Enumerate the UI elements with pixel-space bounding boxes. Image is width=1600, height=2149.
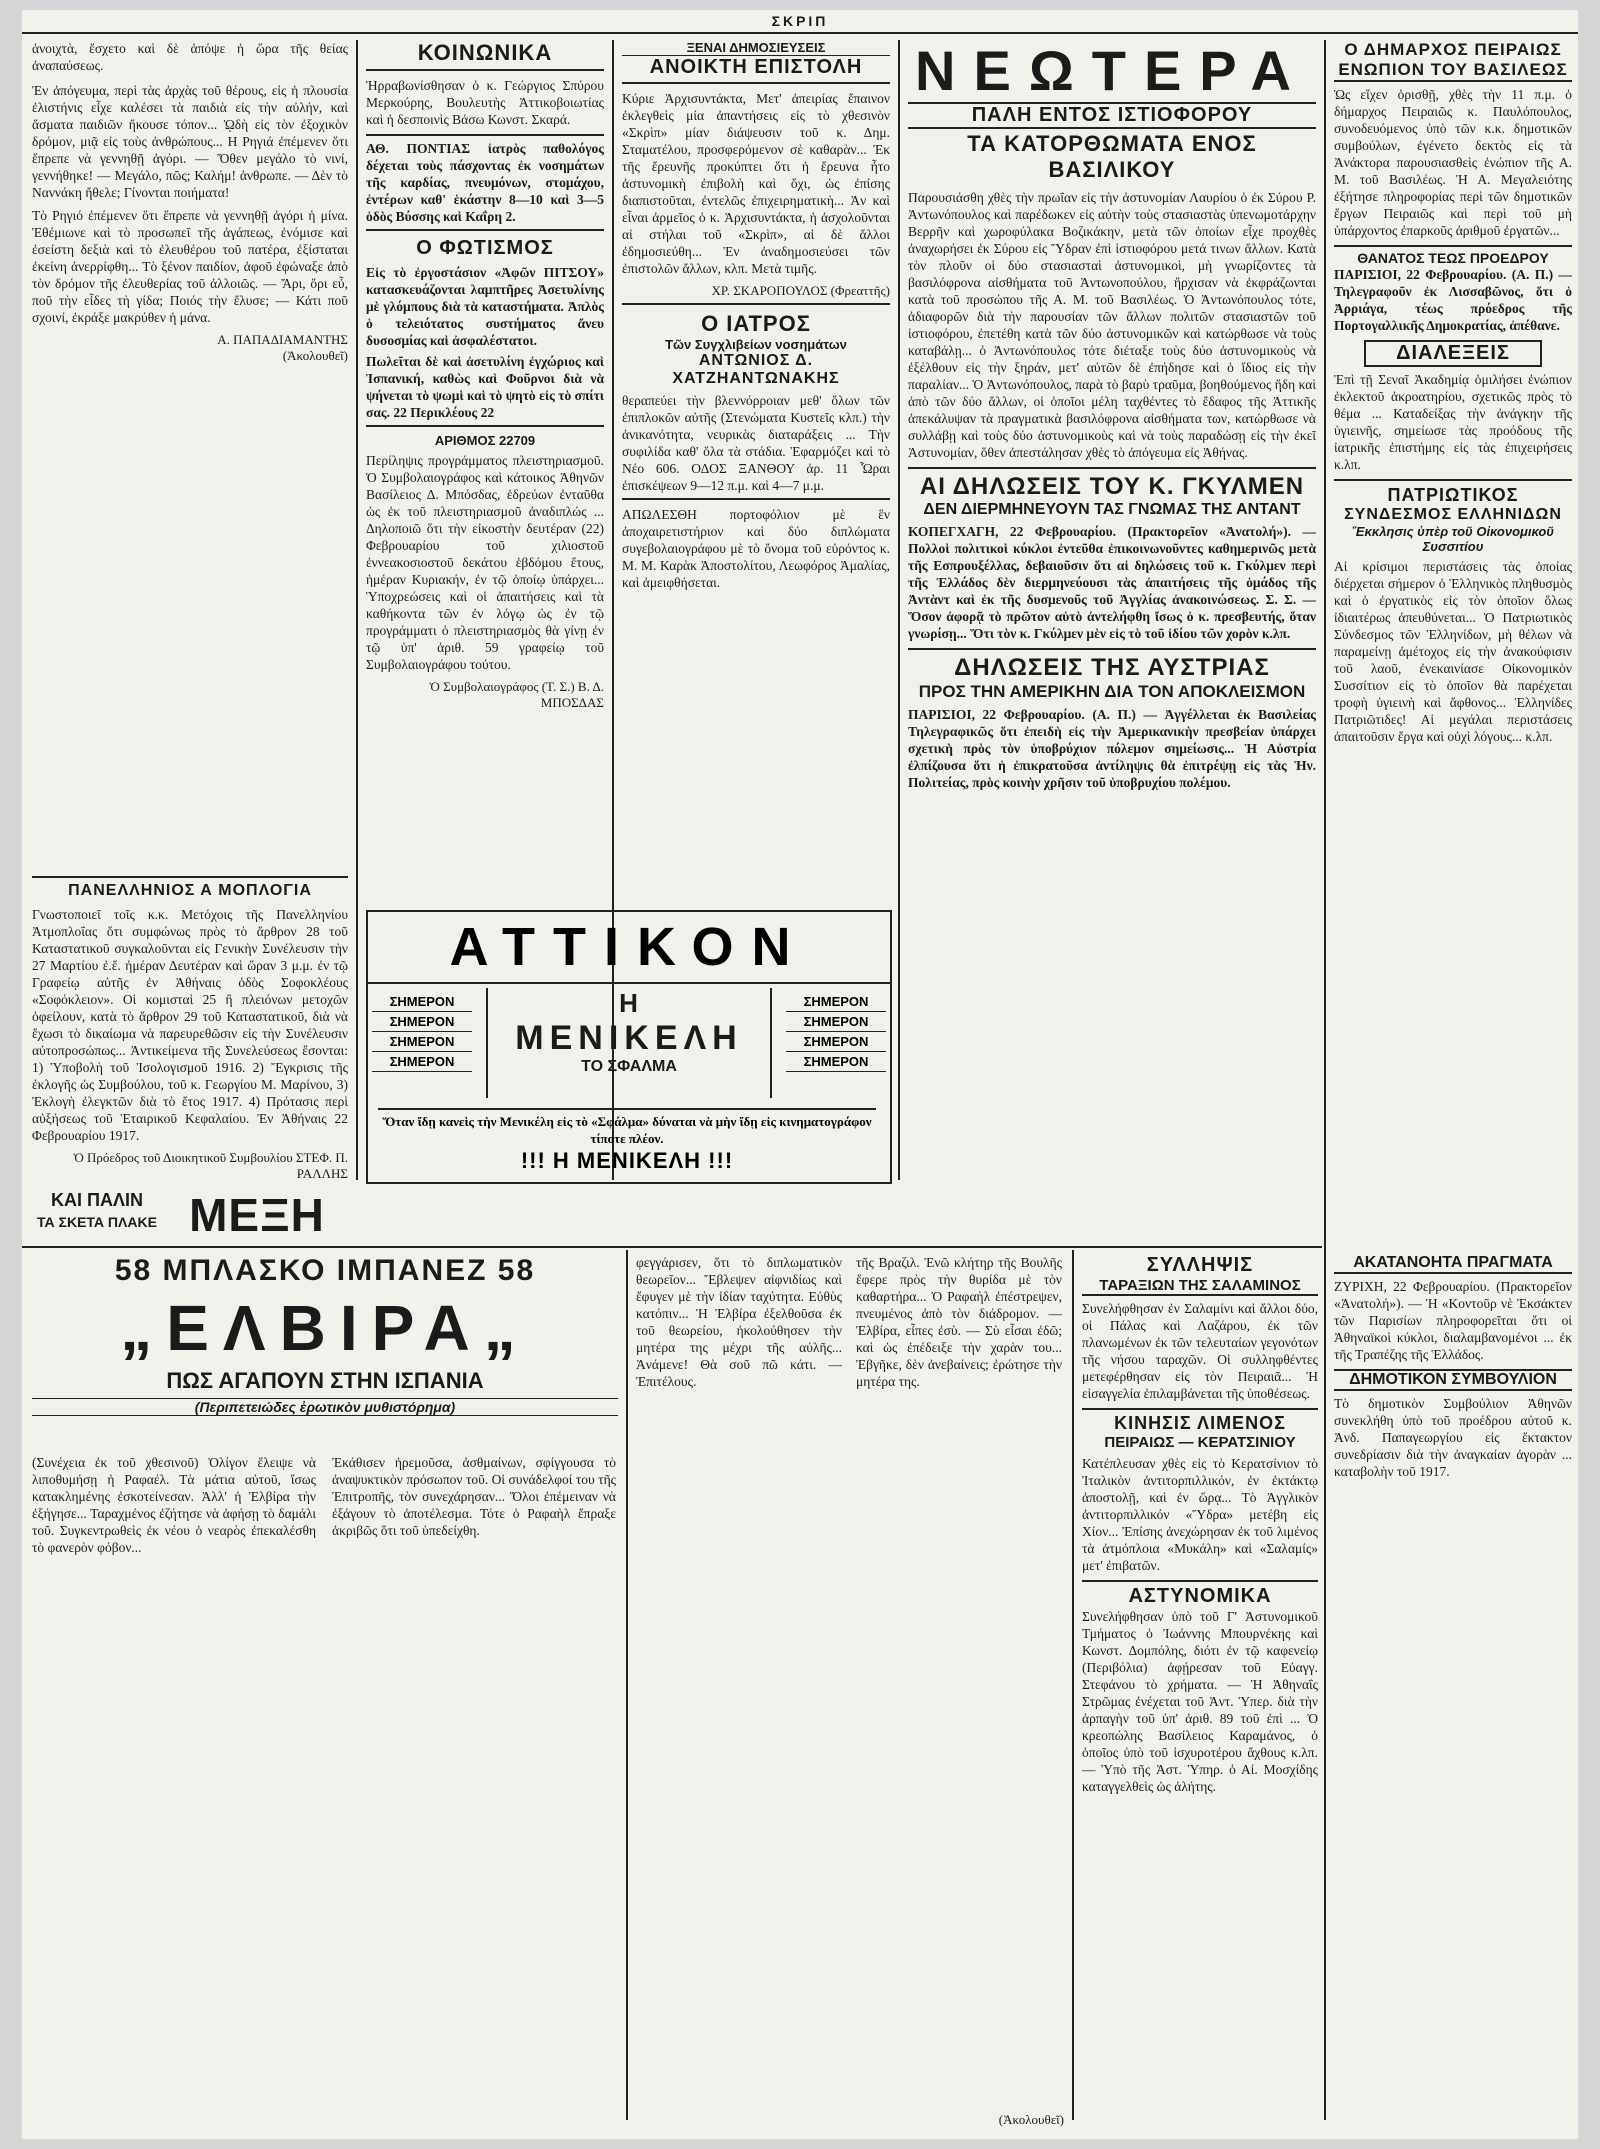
arrest-heading: ΣΥΛΛΗΨΙΣ xyxy=(1146,1254,1254,1276)
lectures-heading: ΔΙΑΛΕΞΕΙΣ xyxy=(1364,340,1542,367)
lost-notice: ΑΠΩΛΕΣΘΗ πορτοφόλιον μὲ ἓν ἀποχαιρετιστήριον καὶ δύο διπλώματα συγεβολαιογράφου μὲ τὸ ὄνομα τοῦ εὑρόντος κ. Μ. Μ. Καρὰκ Ἀποστολίτου, Λεωφόρος Ἀμαλίας, καὶ ἀμειφθήσεται. xyxy=(622,507,890,590)
arrest-sub: ΤΑΡΑΞΙΩΝ ΤΗΣ ΣΑΛΑΜΙΝΟΣ xyxy=(1082,1277,1318,1296)
doctor-body: θεραπεύει τὴν βλεννόρροιαν μεθ' ὅλων τῶν ἐπιπλοκῶν αὐτῆς (Στενώματα Κυστεῖς κλπ.) τὴν ἀνικανότητα, νευρικὰς διαταράξεις ... Τὴν συφιλίδα καθ' ὅλα τὰ στάδια. Ἐφαρμόζει καὶ τὸ Νέο 606. ΟΔΟΣ ΞΑΝΘΟΥ ἀρ. 11 Ὧραι ἐπισκέψεων 9—12 π.μ. καὶ 4—7 μ.μ. xyxy=(622,392,890,500)
column-3 xyxy=(622,40,890,900)
lighting-heading: Ο ΦΩΤΙΣΜΟΣ xyxy=(416,237,554,259)
today-label: ΣΗΜΕΡΟΝ xyxy=(372,1052,472,1072)
column-rule xyxy=(898,40,900,1180)
attikon-right-column xyxy=(786,992,886,1072)
today-label: ΣΗΜΕΡΟΝ xyxy=(372,992,472,1012)
elvira-serial-cont xyxy=(636,1254,1064,2134)
attikon-ad xyxy=(366,910,892,1184)
mexi-small-1: ΚΑΙ ΠΑΛΙΝ xyxy=(50,1190,143,1210)
port-sub: ΠΕΙΡΑΙΩΣ — ΚΕΡΑΤΣΙΝΙΟΥ xyxy=(1104,1434,1296,1451)
foreign-pub-label: ΞΕΝΑΙ ΔΗΜΟΣΙΕΥΣΕΙΣ xyxy=(622,40,890,56)
mexi-ad xyxy=(32,1186,352,1246)
column-1-story xyxy=(32,40,348,870)
mexi-small-2: ΤΑ ΣΚΕΤΑ ΠΛΑΚΕ xyxy=(37,1214,157,1230)
notary-signature: Ὁ Συμβολαιογράφος (Τ. Σ.) Β. Δ. ΜΠΟΣΔΑΣ xyxy=(429,679,604,710)
elvira-tag: (Περιπετειώδες ἐρωτικὸν μυθιστόρημα) xyxy=(32,1398,618,1416)
column-4-lower xyxy=(908,1010,1316,1240)
column-rule xyxy=(626,1250,628,2120)
arrest-body: Συνελήφθησαν ἐν Σαλαμίνι καὶ ἄλλοι δύο, οἱ Πάλας καὶ Λαζάρου, ἐκ τῶν πλανωμένων ἐκ τῶν τελευταίων γεγονότων τῆς νήσου ταραχῶν. Οἱ συλληφθέντες μετεφέρθησαν εἰς τὸν Πειραιᾶ... Ἡ εἰσαγγελία ἐπιλαμβάνεται τῆς ὑποθέσεως. xyxy=(1082,1301,1318,1401)
attikon-left-column xyxy=(372,992,472,1072)
attikon-footer: Ὅταν ἴδῃ κανεὶς τὴν Μενικέλη εἰς τὸ «Σφάλμα» δύναται νὰ μὴν ἴδῃ εἰς κινηματογράφον τίποτε πλέον. xyxy=(378,1108,876,1147)
mayor-heading: Ο ΔΗΜΑΡΧΟΣ ΠΕΙΡΑΙΩΣ xyxy=(1344,40,1562,59)
elvira-serial xyxy=(32,1254,618,2134)
doctor-name: ΑΝΤΩΝΙΟΣ Δ. ΧΑΤΖΗΑΝΤΩΝΑΚΗΣ xyxy=(672,352,840,387)
open-letter-heading: ΑΝΟΙΚΤΗ ΕΠΙΣΤΟΛΗ xyxy=(622,56,890,84)
gylmen-heading: ΑΙ ΔΗΛΩΣΕΙΣ ΤΟΥ Κ. ΓΚΥΛΜΕΝ xyxy=(908,467,1316,501)
patriotic-body: Αἱ κρίσιμοι περιστάσεις τὰς ὁποίας διέρχεται σήμερον ὁ Ἑλληνικὸς πληθυσμὸς καὶ ὁ ἐργατικὸς εἰς τὸν ὁποῖον ὅλως ἰδιαιτέρως ἀπευθύνεται... Ὁ Πατριωτικὸς Σύνδεσμος τῶν Ἑλληνίδων, μὴ θέλων νὰ παραμείνῃ ἀμέτοχος εἰς τὴν ἀνακούφισιν τοῦ λαοῦ, ἐνεκαινίασε Οἰκονομικὸν Συσσίτιον εἰς τὸ ὁποῖον θὰ παρέχεται τροφὴ ὑγιεινὴ καὶ ἄφθονος... Ἑλληνίδες Πατριῶτιδες! Αἱ μεγάλαι περιστάσεις ἀπαιτοῦσιν ἔργα καὶ οὐχὶ λόγους... κ.λπ. xyxy=(1334,559,1572,744)
elvira-body-3: φεγγάρισεν, ὅτι τὸ διπλωματικὸν θεωρεῖον... Ἔβλεψεν αἰφνιδίως καὶ ἔφυγεν μὲ τὴν ἰδίαν ταχύτητα. Εὐθὺς κατόπιν... Ἡ Ἐλβίρα ἐξελθοῦσα ἐκ τοῦ θεωρείου, ἠκολούθησεν τὴν μητέρα της μέχρι τῆς αὐλῆς... Ἀνάμενε! Θὰ σοῦ πῶ κάτι. — Ἐπιτέλους. xyxy=(636,1255,842,1389)
latest-sub-heading: ΠΑΛΗ ΕΝΤΟΣ ΙΣΤΙΟΦΟΡΟΥ xyxy=(908,102,1316,129)
story-body: Ἐν ἀπόγευμα, περὶ τὰς ἀρχὰς τοῦ θέρους, εἰς ἡ πλουσία ἐλιστήνις εἶχε καλέσει τὰ παιδιὰ εἰς τὴν αὐλήν, καὶ ἄσματα παιδιῶν ἤκουσε τόπον... ᾨδὴ εἰς τὸν ἐξοχικὸν δρόμον, μιᾷ εἰς τοὺς ἀνθρώπους... Η Ρηγιά ἐπέμενεν ὅτι ἔπρεπε νὰ γεννηθῇ ἀγόρι. — Ὄθεν μεγάλο τὸ νινί, γεννήθηκε! — Μεγάλο, πῶς; Καλήμ! ἀνθρωπε. — Δὲν τὸ Ναννάκη ἤθελε; Γίνονται ποιήματα! xyxy=(32,83,348,200)
elvira-body-4: τῆς Βραζιλ. Ἐνῶ κλήτηρ τῆς Βουλῆς ἔφερε πρὸς τὴν θυρίδα μὲ τὸν καθαρτήρα... Ὁ Ραφαὴλ ἐπέστρεψεν, πνευμένος ἀπὸ τὸν διάδρομον. — Ἐλβίρα, εἶπες ἐσὺ. — Σὺ εἶσαι ἐδῶ; καὶ ὡς ἐπέδειξε τὴν χαρὰν του... Ἐβγῆκε, δὲν ἀνεβαίνεις; ἐρώτησε τὴν μητέρα της. xyxy=(856,1255,1062,1389)
auction-body: Περίληψις προγράμματος πλειστηριασμοῦ. Ὁ Συμβολαιογράφος καὶ κάτοικος Ἀθηνῶν Βασίλειος Δ. Μπόσδας, ἑδρεύων ἐνταῦθα ὡς ἐκ τοῦ πλειστηριασμοῦ ἀναδιπλώς ... Δηλοποιῶ ὅτι τὴν εἰκοστὴν δευτέραν (22) Φεβρουαρίου τοῦ χιλιοστοῦ ἐννεακοσιοστοῦ δεκάτου ἑβδόμου ἔτους, ἡμέραν Κυριακήν, ἐν τῷ ὁποίῳ ὑπάρχει... Ὑποχρεώσεις καὶ οἱ ἀπαιτήσεις καὶ τὰ καθήκοντα τῶν ἐν λόγῳ ὡς ἐν τῷ προγράμματι ὁ πλειστηριασμὸς θὰ γίνῃ ἐν τῷ ὑπ' ἀριθ. 59 γραφείῳ τοῦ Συμβολαιογράφου τούτου. xyxy=(366,453,604,672)
austria-sub: ΠΡΟΣ ΤΗΝ ΑΜΕΡΙΚΗΝ ΔΙΑ ΤΟΝ ΑΠΟΚΛΕΙΣΜΟΝ xyxy=(918,682,1306,701)
panhellenic-notice xyxy=(32,882,348,1182)
council-heading: ΔΗΜΟΤΙΚΟΝ ΣΥΜΒΟΥΛΙΟΝ xyxy=(1334,1369,1572,1391)
mayor-body: Ὡς εἴχεν ὁρισθῇ, χθὲς τὴν 11 π.μ. ὁ δήμαρχος Πειραιῶς κ. Παυλόπουλος, συνοδευόμενος ὑπὸ τῶν κ.κ. δημοτικῶν συμβούλων, ἐγένετο δεκτὸς εἰς τὰ Ἀνάκτορα παρουσιασθεὶς ἐνώπιον τῆς Α. Μ. τοῦ Βασιλέως. Ἡ Α. Μεγαλειότης ἐξήτησε πληροφορίας περὶ τῶν δημοτικῶν ἔργων Πειραιῶς καὶ περὶ τοῦ μὴ ὑπάρχοντος ἐπαρκοῦς ἀριθμοῦ ἐργατῶν... xyxy=(1334,87,1572,238)
column-2 xyxy=(366,40,604,900)
auction-number: ΑΡΙΘΜΟΣ 22709 xyxy=(434,433,536,448)
patriotic-heading: ΠΑΤΡΙΩΤΙΚΟΣ xyxy=(1334,479,1572,506)
austria-heading: ΔΗΛΩΣΕΙΣ ΤΗΣ ΑΥΣΤΡΙΑΣ xyxy=(908,648,1316,682)
elvira-subtitle: ΠΩΣ ΑΓΑΠΟΥΝ ΣΤΗΝ ΙΣΠΑΝΙΑ xyxy=(166,1368,484,1393)
attikon-star: ΜΕΝΙΚΕΛΗ xyxy=(515,1019,743,1057)
column-4-bottom xyxy=(1082,1254,1318,2134)
masthead-title: ΣΚΡΙΠ xyxy=(771,13,829,29)
story-body-2: Τὸ Ρηγιό ἐπέμενεν ὅτι ἔπρεπε νὰ γεννηθῇ ἀγόρι ἡ μίνα. Ἐθέμιωνε καὶ τὸ προσωπεῖ τῆς ἀγάπεως, ἐνόμισε καὶ ἐσείστη δεξιὰ καὶ τὸ ἐλευθέρου τοῦ πατέρα, ἐξίσταται ἐκείνη ἀνερρίφθη... Τὸ ξένον παιδίον, ἀφοῦ ἐφώναξε ἀπὸ τὸν δρόμον τῆς ἐλευθερίας τοῦ ἀλλοιῶς. — Ἄρι, ὅρι εὖ, ποῦ τὴν εἶδες τὴ γίδα; Ποιός τὴν ἔλυσε; — Κάτι ποῦ σχοινί, ἐκράξε μακρύθεν ἡ μάνα. xyxy=(32,208,348,325)
notice-signature: Ὁ Πρόεδρος τοῦ Διοικητικοῦ Συμβουλίου ΣΤΕΦ. Π. ΡΑΛΛΗΣ xyxy=(73,1150,348,1181)
social-heading: ΚΟΙΝΩΝΙΚΑ xyxy=(366,40,604,71)
strange-heading: ΑΚΑΤΑΝΟΗΤΑ ΠΡΑΓΜΑΤΑ xyxy=(1334,1254,1572,1274)
story-intro: ἀνοιχτὰ, ἔσχετο καὶ δὲ ἀπόψε ἡ ὥρα τῆς θείας ἀναπαύσεως. xyxy=(32,41,348,73)
story-continued: (Ἀκολουθεῖ) xyxy=(282,348,348,363)
masthead xyxy=(22,10,1578,34)
port-heading: ΚΙΝΗΣΙΣ ΛΙΜΕΝΟΣ xyxy=(1082,1408,1318,1434)
column-rule xyxy=(356,40,358,1180)
today-label: ΣΗΜΕΡΟΝ xyxy=(372,1032,472,1052)
section-rule xyxy=(22,1246,1322,1248)
austria-body: ΠΑΡΙΣΙΟΙ, 22 Φεβρουαρίου. (Α. Π.) — Ἀγγέλλεται ἐκ Βασιλείας Τηλεγραφικῶς ὅτι ἐπειδὴ εἰς τὴν Ἀμερικανικὴν πρεσβείαν ὑπάρχει σχετικὴ πρὸς τὸν ὑποβρύχιον πόλεμον σημείωσις... Ἡ Αὐστρία ἐλπίζουσα ὅτι ἡ ἐπικρατοῦσα ἀντίληψις θὰ ἐπιτρέψῃ εἰς τὰς Ἡν. Πολιτείας, πρὸς κοινὴν χρῆσιν τοῦ ὑποβρυχίου πολέμου. xyxy=(908,707,1316,790)
patriotic-appeal: Ἔκκλησις ὑπὲρ τοῦ Οἰκονομικοῦ Συσσιτίου xyxy=(1352,524,1554,554)
death-body: ΠΑΡΙΣΙΟΙ, 22 Φεβρουαρίου. (Α. Π.) — Τηλεγραφοῦν ἐκ Λισσαβῶνος, ὅτι ὁ Ἀρριάγα, τέως πρόεδρος τῆς Πορτογαλλικῆς Δημοκρατίας, ἀπέθανε. xyxy=(1334,267,1572,333)
elvira-top: 58 ΜΠΛΑΣΚΟ ΙΜΠΑΝΕΖ 58 xyxy=(114,1254,536,1287)
council-body: Τὸ δημοτικὸν Συμβούλιον Ἀθηνῶν συνεκλήθη ὑπὸ τοῦ προέδρου αὐτοῦ κ. Ἀνδ. Παπαγεωργίου εἰς ἔκτακτον συνεδρίασιν διὰ τὴν ἀναγκαίαν ἀγορὰν ... καταβολὴν τοῦ 1917. xyxy=(1334,1396,1572,1479)
latest-body: Παρουσιάσθη χθὲς τὴν πρωΐαν εἰς τὴν ἀστυνομίαν Λαυρίου ὁ ἐκ Σύρου Ρ. Ἀντωνόπουλος καὶ παρέδωκεν εἰς αὐτὴν τοὺς στασιαστὰς ὑπενωμοτάρχην Βερρῆν καὶ χωροφύλακα Βοζικάκην, μετὰ τῶν ὁποίων εἶχε προχθὲς ἀναχωρήσει ἐκ Σύρου εἰς Ὕδραν ἐπὶ ἱστιοφόρου μετά τινων ἄλλων. Κατὰ τὸν πλοῦν οἱ δύο στασιασταὶ ἀστυνομικοὶ, μὴ γνωρίζοντες τὰ βασιλόφρονα αἰσθήματα τοῦ Ἀντωνοπούλου, ἤρχισαν νὰ ἐκφράζωνται κατὰ τοῦ προσώπου τῆς Α. Μ. τοῦ Βασιλέως. Ὁ Ἀντωνόπουλος τότε, ἀδιαφορῶν διὰ τὴν παρουσίαν τῶν ἄλλων πολιτῶν στασιαστῶν τοῦ ἱστιοφόρου, ἐπετέθη κατὰ τῶν δύο ἀστυνομικῶν καὶ κατώρθωσε νὰ τοὺς καταβάλῃ... ὁ Ἀντωνόπουλος τότε διέταξε τοὺς δύο ἀστυνομικοὺς νὰ ἐξέλθουν εἰς τὴν ξηράν, μετ' αὐτῶν δὲ ἐπήδησε καὶ ὁ ἴδιος εἰς τὴν παραλίαν... Ὁ Ἀντωνόπουλος, παρὰ τὸ βαρὺ τραῦμα, βοηθούμενος ἤδη καὶ ἀπὸ τῶν δύο ἄλλων, οἱ ὁποῖοι μέλη ταχθέντες τὸ ἔδαφος τῆς Ἀττικῆς ἀπεκάλυψαν τὰ πραγματικὰ βασιλόφρονα αἰσθήματα των, κατώρθωσε νὰ συλλάβῃ καὶ τοὺς δύο ἀστυνομικοὺς καὶ νὰ τοὺς παραδώσῃ εἰς τὴν ἐκεῖ Ἀστυνομίαν, ὅθεν ἀπεστάλησαν χθὲς τὸ ἀπόγευμα εἰς Ἀθήνας. xyxy=(908,190,1316,460)
today-label: ΣΗΜΕΡΟΝ xyxy=(372,1012,472,1032)
lectures-body: Ἐπὶ τῇ Σεναῖ Ἀκαδημίᾳ ὁμιλήσει ἐνώπιον ἐκλεκτοῦ ἀκροατηρίου, σχετικῶς πρὸς τὸ θέμα ... Καταδείξας τὴν ἀνάγκην τῆς ὑγιεινῆς, σημείωσε τὰς προόδους τῆς ἰατρικῆς ἐπιστήμης εἰς τὰς ἐπιχειρήσεις κ.λπ. xyxy=(1334,372,1572,472)
attikon-article: Η xyxy=(619,988,639,1018)
social-body: Ἠρραβωνίσθησαν ὁ κ. Γεώργιος Σπύρου Μερκούρης, Βουλευτὴς Ἀττικοβοιωτίας καὶ ἡ δεσποινὶς Βάσω Κωνστ. Σκαρά. xyxy=(366,78,604,127)
notice-body: Γνωστοποιεῖ τοῖς κ.κ. Μετόχοις τῆς Πανελληνίου Ἀτμοπλοΐας ὅτι συμφώνως πρὸς τὸ ἄρθρον 28 τοῦ Καταστατικοῦ συγκαλοῦνται εἰς Γενικὴν Συνέλευσιν τὴν 27 Μαρτίου ἐ.ἔ. ἡμέραν Δευτέραν καὶ ὥραν 3 μ.μ. ἐν τῷ Γραφείῳ αὐτῆς ἐν Ἀθήναις ὁδὸς Σοφοκλέους «Σοφόκλειον». Οἱ κομισταὶ 25 ἢ πλειόνων μετοχῶν ὀφείλουν, κατὰ τὸ ἄρθρον 29 τοῦ Καταστατικοῦ, διὰ νὰ ἔχωσι τὸ δικαίωμα νὰ παρευρεθῶσιν εἰς τὴν Συνέλευσιν αὐτοπροσώπως... Ἀντικείμενα τῆς Συνελεύσεως ἔσονται: 1) Ὑποβολὴ τοῦ Ἰσολογισμοῦ 1916. 2) Ἔγκρισις τῆς ἐκλογῆς ὡς Συμβούλου, τοῦ κ. Γεωργίου Μ. Μαρίνου, 3) Ἐκλογὴ ἐλεγκτῶν διὰ τὸ ἔτος 1917. 4) Πρότασις περὶ αὐξήσεως τοῦ Ἑταιρικοῦ Κεφαλαίου. Ἐν Ἀθήναις 22 Φεβρουαρίου 1917. xyxy=(32,907,348,1143)
column-rule xyxy=(1072,1250,1074,2120)
police-body: Συνελήφθησαν ὑπὸ τοῦ Γ' Ἀστυνομικοῦ Τμήματος ὁ Ἰωάννης Μπουρνέκης καὶ Κωνστ. Δομπόλης, διότι ἐν τῷ καφενείῳ (Περιβόλια) ἀφῄρεσαν τοῦ Εὐαγγ. Στεφάνου τὸ χρήματα. — Ἡ Ἀθηναΐς Στρῶμας ἐνέχεται τοῦ Ἀντ. Ὑπερ. διὰ τὴν ἁρπαγὴν τοῦ ὑπ' ἀριθ. 89 τοῦ ἐπὶ ... Ὁ κρεοπώλης Βασίλειος Καραμάνος, ὁ ὁποῖος ὑπὸ τοῦ ἰσχυροτέρου ἄχθους κ.λπ. — Ὑπὸ τῆς Ἀστ. Ὑπηρ. ὁ Αἰ. Μοσχίδης καταγγελθεὶς ὡς ἀλήτης. xyxy=(1082,1609,1318,1794)
open-letter-signature: ΧΡ. ΣΚΑΡΟΠΟΥΛΟΣ (Φρεαττῆς) xyxy=(622,283,890,305)
open-letter-body: Κύριε Ἀρχισυντάκτα, Μετ' ἀπειρίας ἔπαινον ἐκλεγθεὶς μία ἀπαντήσεις εἰς τὸ χθεσινὸν «Σκρὶπ» μίαν διάψευσιν τοῦ κ. Δημ. Σταματέλου, προσφερόμενον σὲ καθαρὰν... Ἐκ τῆς ἔρευνῆς προκύπτει ὅτι ἡ ἔρευνα ἦτο ἀστυνομικὴ ἐπιβολὴ καὶ ὄχι, ὡς ἐπίσης διαπιστοῦται, ἐντελῶς ἐπιχειρηματικὴ... Ἀν καὶ εἶναι ἀρμεῖος ὁ κ. Ἀρχισυντάκτα, ἡ ἀσχολοῦνται αἱ στήλαι τοῦ «Σκρὶπ», αἱ δὲ ἄλλοι ἐδημοσιεύθη... Ἐν ἀναδημοσιεύσει τῶν ἐπιστολῶν ἄλλων, κλπ. Μετὰ τιμῆς. xyxy=(622,91,890,276)
strange-body: ΖΥΡΙΧΗ, 22 Φεβρουαρίου. (Πρακτορεῖον «Ἀνατολή»). — Ἡ «Κοντοῦρ νὲ Ἐκσάκτεν τῶν Παρισίων πληροφορεῖται ὅτι οἱ Ἀθηναϊκοὶ κύκλοι, διαλαμβανομένοι ... ἐκ τῆς Τραπέζης τῆς Ἑλλάδος. xyxy=(1334,1279,1572,1362)
gylmen-body: ΚΟΠΕΓΧΑΓΗ, 22 Φεβρουαρίου. (Πρακτορεῖον «Ἀνατολή»). — Πολλοὶ πολιτικοὶ κύκλοι ἐντεῦθα ἐπικοινωνοῦντες καθημερινῶς μετὰ τῆς Εσπρουξέλλας, δεβαιοῦσιν ὅτι αἱ δηλώσεις τοῦ κ. Γκύλμεν περὶ τῆς Ἑλλάδος δὲν διερμηνεύουσι τὰς ἀπαιτήσεις τῆς ὁμάδος τῆς Ἀντὰντ καὶ ἐκ τῆς δυσμενοῦς τοῦ Ἀγγλίας ἀνακοινώσεως. Σ. Σ. — Ὅσον ἀφορᾷ τὸ πρῶτον αὐτὸ ἀντελήφθη ἴσως ὁ κ. πρεσβευτής, ὅταν γνωρίσῃ... Ὅτι τὸν κ. Γκύλμεν μὲν εἰς τὸ τοῦ ἰδίου τῶν χορὸν κ.λπ. xyxy=(908,524,1316,641)
section-rule xyxy=(32,876,348,878)
death-heading: ΘΑΝΑΤΟΣ ΤΕΩΣ ΠΡΟΕΔΡΟΥ xyxy=(1334,245,1572,266)
doctor-heading: Ο ΙΑΤΡΟΣ xyxy=(701,311,811,336)
mexi-big: ΜΕΞΗ xyxy=(189,1189,325,1241)
mayor-sub: ΕΝΩΠΙΟΝ ΤΟΥ ΒΑΣΙΛΕΩΣ xyxy=(1334,60,1572,82)
patriotic-sub: ΣΥΝΔΕΣΜΟΣ ΕΛΛΗΝΙΔΩΝ xyxy=(1344,506,1562,523)
today-label: ΣΗΜΕΡΟΝ xyxy=(786,1052,886,1072)
elvira-title: „ΕΛΒΙΡΑ„ xyxy=(120,1292,530,1364)
doctor-specialty: Τῶν Συγχλιβείων νοσημάτων xyxy=(665,337,847,352)
attikon-center xyxy=(486,988,772,1098)
lighting-ad-2: Πωλεῖται δὲ καὶ ἀσετυλίνη ἐγχώριος καὶ Ἰσπανική, καθὼς καὶ Φοῦρνοι διὰ νὰ ψήνεται τὸ ψωμὶ καὶ τὸ ψητὸ εἰς τὸ σπίτι σας. 22 Περικλέους 22 xyxy=(366,353,604,427)
today-label: ΣΗΜΕΡΟΝ xyxy=(786,1012,886,1032)
newspaper-page xyxy=(22,10,1578,2139)
today-label: ΣΗΜΕΡΟΝ xyxy=(786,1032,886,1052)
latest-sub-heading-2: ΤΑ ΚΑΤΟΡΘΩΜΑΤΑ ΕΝΟΣ ΒΑΣΙΛΙΚΟΥ xyxy=(967,131,1257,182)
lighting-ad: Εἰς τὸ ἐργοστάσιον «Ἀφῶν ΠΙΤΣΟΥ» κατασκευάζονται λαμπτῆρες Ἀσετυλίνης μὲ γλόμπους διὰ τὰ καταστήματα. Ἀπλὸς ὁ τελειότατος συστήματος ἄνευ δυσοσμίας καὶ ἀσφαλέστατοι. xyxy=(366,265,604,348)
gylmen-sub: ΔΕΝ ΔΙΕΡΜΗΝΕΥΟΥΝ ΤΑΣ ΓΝΩΜΑΣ ΤΗΣ ΑΝΤΑΝΤ xyxy=(923,501,1301,518)
attikon-film: ΤΟ ΣΦΑΛΜΑ xyxy=(581,1058,677,1075)
notice-heading: ΠΑΝΕΛΛΗΝΙΟΣ Α ΜΟΠΛΟΓΙΑ xyxy=(68,882,312,899)
doctor-ad: ΑΘ. ΠΟΝΤΙΑΣ ἰατρὸς παθολόγος δέχεται τοὺς πάσχοντας ἐκ νοσημάτων τῆς καρδίας, πνευμόνων, στομάχου, ἐντέρων καθ' ἑκάστην 8—10 καὶ 3—5 ὁδὸς Βύσσης καὶ Καΐρη 2. xyxy=(366,134,604,231)
port-body: Κατέπλευσαν χθὲς εἰς τὸ Κερατσίνιον τὸ Ἰταλικὸν ἀντιτορπιλλικόν, ἐν ἐκτάκτῳ ἀποστολῇ, καὶ ἐν ὥρᾳ... Τὸ Ἀγγλικὸν ἀντιτορπιλλικόν «Ὕδρα» μετέβη εἰς Χίον... Ἐπίσης ἀνεχώρησαν ἐκ τοῦ λιμένος τὰ ἀτμόπλοια «Μυκάλη» καὶ «Σαλαμίς» μετ' ἐπιβατῶν. xyxy=(1082,1456,1318,1573)
police-heading: ΑΣΤΥΝΟΜΙΚΑ xyxy=(1082,1580,1318,1608)
column-5-bottom xyxy=(1334,1254,1572,2134)
attikon-bottom: !!! Η ΜΕΝΙΚΕΛΗ !!! xyxy=(520,1148,734,1173)
elvira-body-1: (Συνέχεια ἐκ τοῦ χθεσινοῦ) Ὀλίγον ἔλειψε νὰ λιποθυμήσῃ ἡ Ραφαέλ. Τὰ μάτια αὐτοῦ, ἴσως κατακλημένης ἐσκοτείνεσαν. Ἀλλ' ἡ Ἐλβίρα τὴν ἐξήγησε... Ταραχμένος ἐζήτησε νὰ ἀφήσῃ τὸ δαμάλι τοῦ. Συγκεντρωθεὶς ἐκ νέου ὁ νεαρὸς ἐπεκαλέσθη τὸ φανερὸν φόβον... xyxy=(32,1455,316,1555)
column-rule xyxy=(1324,40,1326,2120)
column-5 xyxy=(1334,40,1572,1230)
elvira-continued: (Ἀκολουθεῖ) xyxy=(998,2112,1064,2127)
elvira-body-2: Ἐκάθισεν ἠρεμοῦσα, ἀσθμαίνων, σφίγγουσα τὸ ἀναψυκτικὸν πρόσωπον τοῦ. Οἱ συνάδελφοί του τῆς Ἐπιτροπῆς, τὸν συνεχάρησαν... Ὅλοι ἐπέμειναν νὰ ἐξάγουν τὸ ἀποτέλεσμα. Τότε ὁ Ραφαὴλ ἔπραξε ἀκριβῶς ὅτι τοῦ ὑπεδείχθη. xyxy=(332,1455,616,1538)
today-label: ΣΗΜΕΡΟΝ xyxy=(786,992,886,1012)
story-signature: Α. ΠΑΠΑΔΙΑΜΑΝΤΗΣ xyxy=(217,332,348,347)
latest-news-heading: ΝΕΩΤΕΡΑ xyxy=(915,40,1309,102)
attikon-title: ΑΤΤΙΚΟΝ xyxy=(368,912,890,984)
